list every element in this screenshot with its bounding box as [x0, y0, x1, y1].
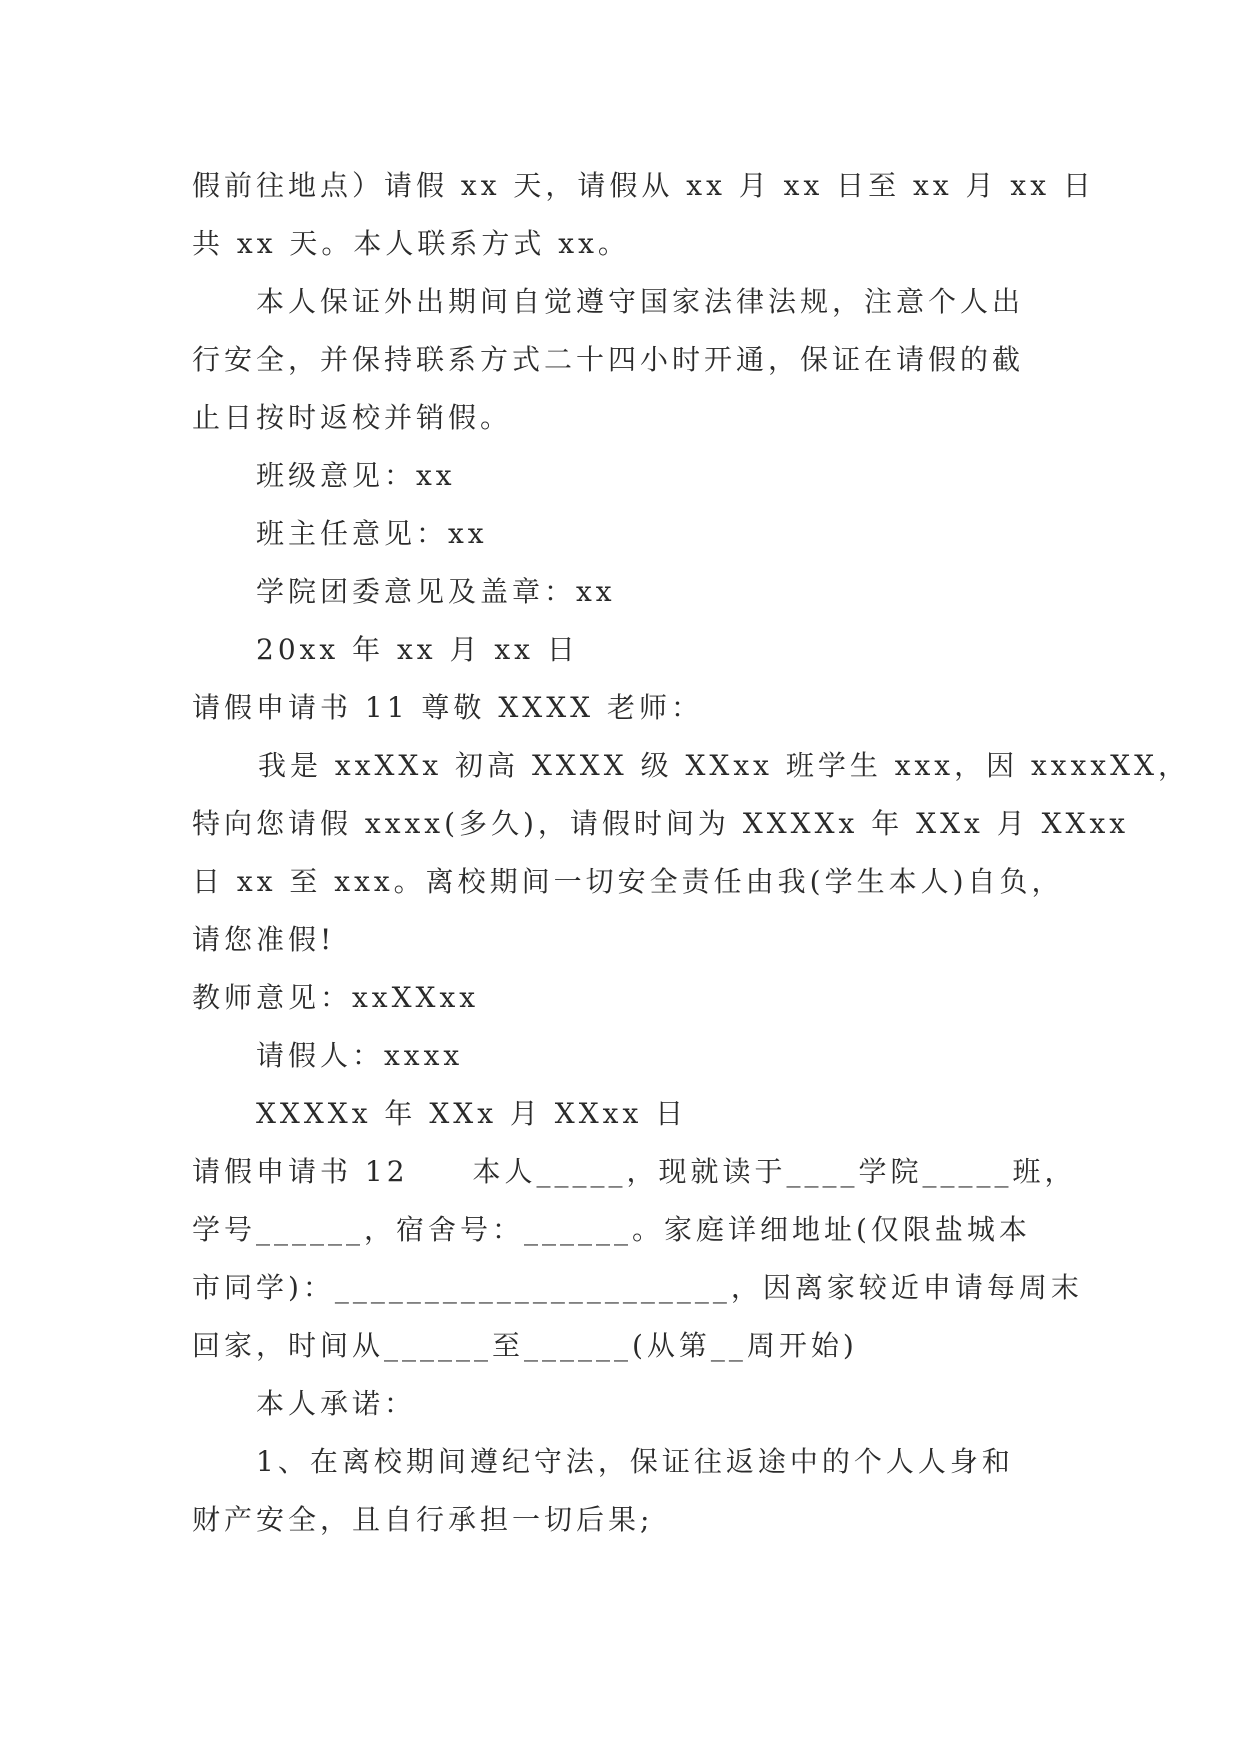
text-line: 请假人：xxxx [256, 1039, 464, 1072]
text-line: 我是 xxXXx 初高 XXXX 级 XXxx 班学生 xxx，因 xxxxXX， [258, 749, 1191, 782]
text-line: 行安全，并保持联系方式二十四小时开通，保证在请假的截 [192, 343, 1025, 376]
text-line: 请您准假! [192, 923, 336, 956]
text-line: 财产安全，且自行承担一切后果; [192, 1503, 654, 1536]
date-line: 20xx 年 xx 月 xx 日 [256, 633, 579, 666]
text-line: 学号______，宿舍号：______。家庭详细地址(仅限盐城本 [192, 1213, 1031, 1246]
text-line: 班级意见：xx [256, 459, 456, 492]
text-line: 共 xx 天。本人联系方式 xx。 [192, 227, 630, 260]
text-line: 1、在离校期间遵纪守法，保证往返途中的个人人身和 [256, 1445, 1014, 1478]
text-line: 学院团委意见及盖章：xx [256, 575, 616, 608]
text-line: 市同学)：______________________，因离家较近申请每周末 [192, 1271, 1083, 1304]
text-line: 回家，时间从______至______(从第__周开始) [192, 1329, 858, 1362]
text-line: 本人保证外出期间自觉遵守国家法律法规，注意个人出 [256, 285, 1025, 318]
text-line: 本人承诺： [256, 1387, 417, 1420]
text-line: 班主任意见：xx [256, 517, 488, 550]
section-heading: 请假申请书 11 尊敬 XXXX 老师： [192, 691, 703, 724]
text-line: 特向您请假 xxxx(多久)，请假时间为 XXXXx 年 XXx 月 XXxx [192, 807, 1130, 840]
text-line: 教师意见：xxXXxx [192, 981, 480, 1014]
section-heading: 请假申请书 12 本人_____，现就读于____学院_____班， [192, 1155, 1077, 1188]
date-line: XXXXx 年 XXx 月 XXxx 日 [256, 1097, 688, 1130]
text-line: 止日按时返校并销假。 [192, 401, 513, 434]
text-line: 假前往地点）请假 xx 天，请假从 xx 月 xx 日至 xx 月 xx 日 [192, 169, 1095, 202]
text-line: 日 xx 至 xxx。离校期间一切安全责任由我(学生本人)自负， [192, 865, 1064, 898]
